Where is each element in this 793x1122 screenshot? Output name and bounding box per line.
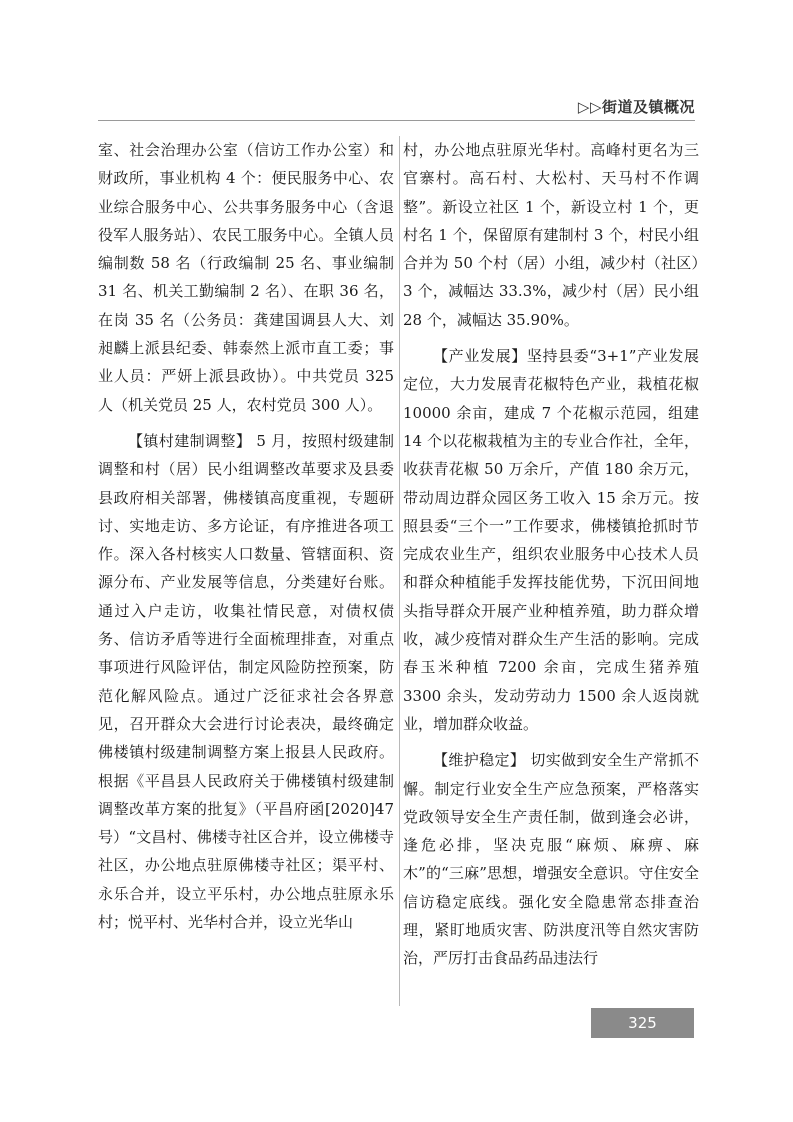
paragraph-stability (403, 746, 699, 972)
right-column (403, 136, 699, 981)
paragraph-village-restructure (98, 427, 394, 936)
paragraph-staffing: 室、社会治理办公室（信访工作办公室）和财政所，事业机构 4 个：便民服务中心、农业综合服务中心、公共事务服务中心（含退役军人服务站）、农民工服务中心。全镇人员编制数 58 名（行政编制 25 名、事业编制 31 名、机关工勤编制 2 名）、在职 36 名，在岗 35 名（公务员：龚建国调县人大、刘昶麟上派县纪委、韩泰然上派市直工委；事业人员：严妍上派县政协）。中共党员 325 人（机关党员 25 人，农村党员 300 人）。 (98, 141, 394, 414)
section-title: ▷▷街道及镇概况 (577, 98, 695, 116)
paragraph-industry (403, 342, 699, 738)
paragraph-restructure-continued: 村，办公地点驻原光华村。高峰村更名为三官寨村。高石村、大松村、天马村不作调整”。新设立社区 1 个，新设立村 1 个，更村名 1 个，保留原有建制村 3 个，村民小组合并为 50 个村（居）小组，减少村（社区）3 个，减幅达 33.3%，减少村（居）民小组 28 个，减幅达 35.90%。 (403, 141, 699, 329)
paragraph-body: 切实做到安全生产常抓不懈。制定行业安全生产应急预案，严格落实党政领导安全生产责任制，做到逢会必讲，逢危必排，坚决克服“麻烦、麻痹、麻木”的“三麻”思想，增强安全意识。守住安全信访稳定底线。强化安全隐患常态排查治理，紧盯地质灾害、防洪度汛等自然灾害防治，严厉打击食品药品违法行 (403, 751, 699, 968)
paragraph-body: 坚持县委“3+1”产业发展定位，大力发展青花椒特色产业，栽植花椒 10000 余亩，建成 7 个花椒示范园，组建 14 个以花椒栽植为主的专业合作社，全年，收获青花椒 50 万余斤，产值 180 余万元，带动周边群众园区务工收入 15 余万元。按照县委“三个一”工作要求，佛楼镇抢抓时节完成农业生产，组织农业服务中心技术人员和群众种植能手发挥技能优势，下沉田间地头指导群众开展产业种植养殖，助力群众增收，减少疫情对群众生产生活的影响。完成春玉米种植 7200 余亩，完成生猪养殖 3300 余头，发动劳动力 1500 余人返岗就业，增加群众收益。 (403, 347, 699, 733)
section-heading-stability: 【维护稳定】 (433, 751, 526, 770)
page-number: 325 (591, 1008, 694, 1038)
column-divider (399, 136, 400, 1006)
header-divider (98, 120, 695, 121)
section-heading-industry: 【产业发展】 (433, 347, 527, 366)
paragraph-body: 5 月，按照村级建制调整和村（居）民小组调整改革要求及县委县政府相关部署，佛楼镇高度重视，专题研讨、实地走访、多方论证，有序推进各项工作。深入各村核实人口数量、管辖面积、资源分布、产业发展等信息，分类建好台账。通过入户走访，收集社情民意，对债权债务、信访矛盾等进行全面梳理排查，对重点事项进行风险评估，制定风险防控预案，防范化解风险点。通过广泛征求社会各界意见，召开群众大会进行讨论表决，最终确定佛楼镇村级建制调整方案上报县人民政府。根据《平昌县人民政府关于佛楼镇村级建制调整改革方案的批复》（平昌府函[2020]47 号）“文昌村、佛楼寺社区合并，设立佛楼寺社区，办公地点驻原佛楼寺社区；渠平村、永乐合并，设立平乐村，办公地点驻原永乐村；悦平村、光华村合并，设立光华山 (98, 431, 394, 932)
section-heading-village-restructure: 【镇村建制调整】 (128, 431, 252, 450)
left-column (98, 136, 394, 944)
page-header (0, 0, 793, 125)
